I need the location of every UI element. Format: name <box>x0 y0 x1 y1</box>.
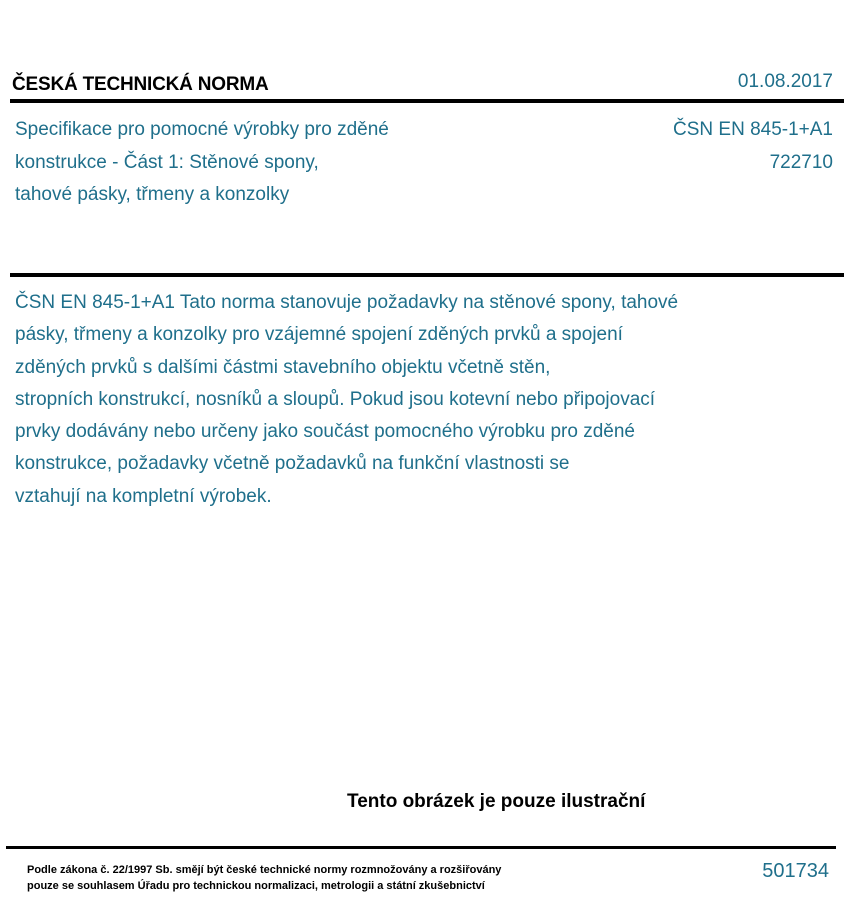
abstract-line: zděných prvků s dalšími částmi stavebního objektu včetně stěn, <box>15 356 551 378</box>
section-divider <box>10 273 844 277</box>
standard-title-line: Specifikace pro pomocné výrobky pro zděné <box>15 119 389 140</box>
standard-title-line: tahové pásky, třmeny a konzolky <box>15 184 290 205</box>
classification-code: 722710 <box>769 151 833 173</box>
abstract-text <box>15 287 805 513</box>
standard-title-line: konstrukce - Část 1: Stěnové spony, <box>15 151 319 173</box>
abstract-line: ČSN EN 845-1+A1 Tato norma stanovuje požadavky na stěnové spony, tahové <box>15 292 679 313</box>
standard-title <box>15 114 535 212</box>
standard-designation: ČSN EN 845-1+A1 <box>673 119 833 140</box>
legal-notice-line: Podle zákona č. 22/1997 Sb. smějí být české technické normy rozmnožovány a rozšiřovány <box>27 864 502 876</box>
abstract-line: pásky, třmeny a konzolky pro vzájemné spojení zděných prvků a spojení <box>15 324 623 346</box>
footer-divider <box>6 846 836 849</box>
document-id: 501734 <box>762 860 829 882</box>
abstract-line: vztahují na kompletní výrobek. <box>15 485 272 507</box>
illustration-disclaimer: Tento obrázek je pouze ilustrační <box>347 791 646 812</box>
document-header-title: ČESKÁ TECHNICKÁ NORMA <box>12 74 269 95</box>
abstract-line: konstrukce, požadavky včetně požadavků na funkční vlastnosti se <box>15 453 570 475</box>
abstract-line: prvky dodávány nebo určeny jako součást pomocného výrobku pro zděné <box>15 421 635 443</box>
legal-notice <box>27 862 501 894</box>
issue-date: 01.08.2017 <box>737 71 833 92</box>
standard-codes <box>673 114 833 179</box>
legal-notice-line: pouze se souhlasem Úřadu pro technickou normalizaci, metrologii a státní zkušebnictví <box>27 880 485 892</box>
abstract-line: stropních konstrukcí, nosníků a sloupů. Pokud jsou kotevní nebo připojovací <box>15 388 656 410</box>
header-divider <box>10 99 844 103</box>
